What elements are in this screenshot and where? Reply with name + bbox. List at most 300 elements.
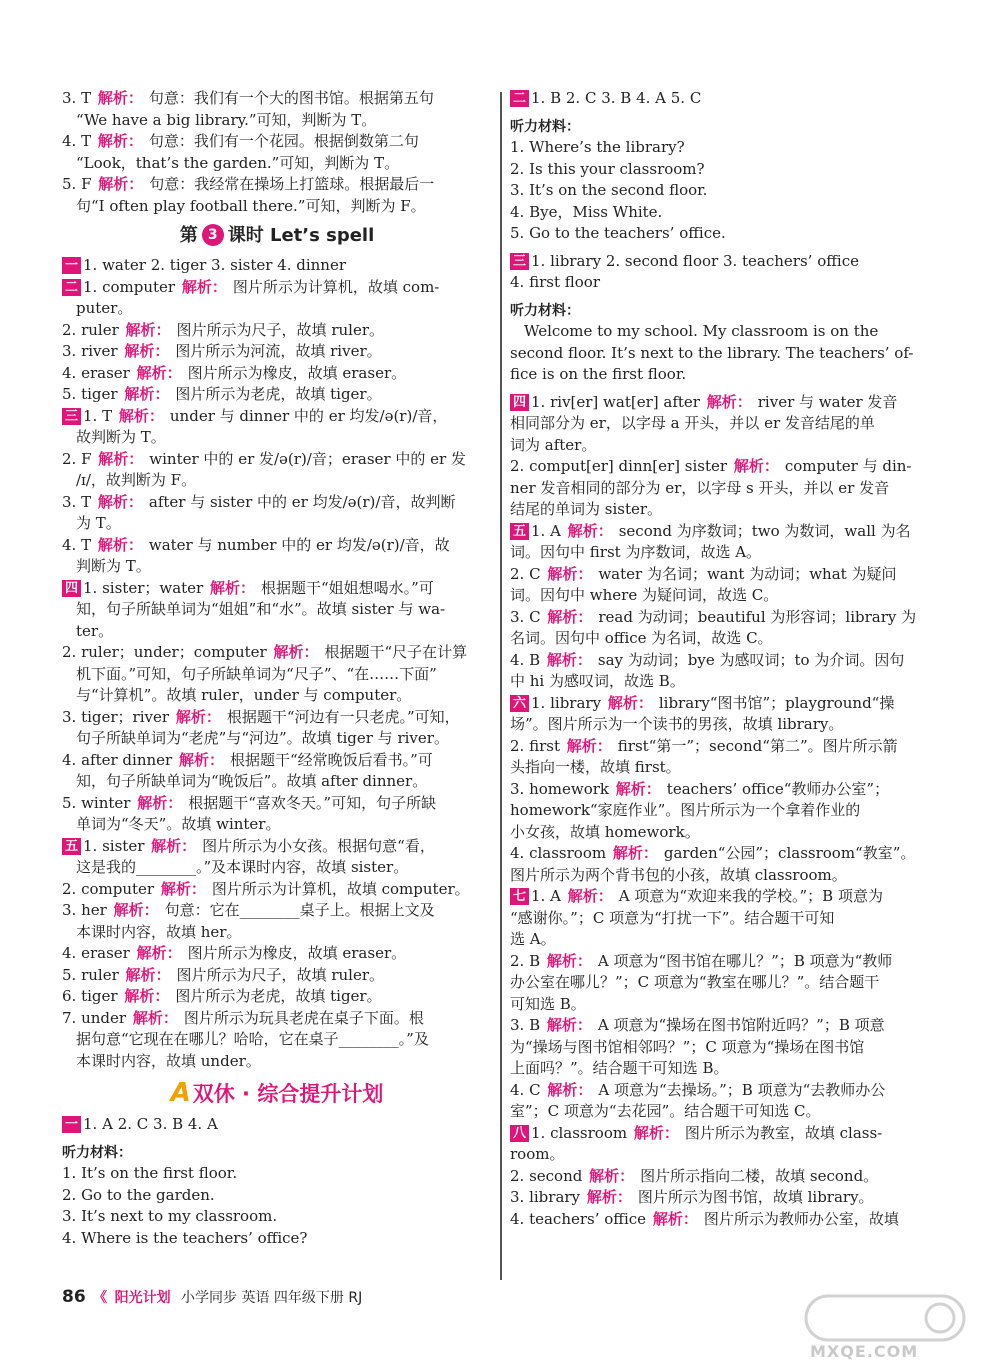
answer-text: 4. T [62, 535, 96, 554]
answer-line [62, 470, 492, 492]
section-number-badge: 二 [510, 90, 529, 107]
analysis-text: first“第一”；second“第二”。图片所示箭 [617, 736, 898, 755]
answer-line [510, 478, 935, 500]
analysis-label: 解析： [566, 736, 612, 755]
answer-text: 听力材料： [510, 118, 580, 135]
answer-text: 1. A [531, 887, 566, 905]
answer-text: 可知选 B。 [510, 994, 586, 1013]
answer-line [62, 363, 492, 385]
answer-text: 词为 after。 [510, 435, 597, 454]
analysis-text: 图片所示为图书馆，故填 library。 [637, 1188, 874, 1206]
answer-line [510, 1123, 935, 1145]
answer-text: 4. teachers’ office [510, 1209, 651, 1228]
answer-text: 判断为 T。 [76, 557, 151, 575]
answer-line [510, 1080, 935, 1102]
analysis-text: A 项意为“去操场。”；B 项意为“去教师办公 [598, 1080, 886, 1099]
answer-text: 听力材料： [62, 1144, 132, 1161]
analysis-label: 解析： [125, 965, 171, 984]
analysis-text: 图片所示为教师办公室，故填 [703, 1209, 899, 1228]
answer-line [62, 1008, 492, 1030]
answer-text: 知，句子所缺单词为“晚饭后”。故填 after dinner。 [76, 772, 428, 790]
answer-text: 2. ruler [62, 320, 124, 339]
answer-line [510, 1166, 935, 1188]
analysis-label: 解析： [125, 320, 171, 339]
answer-line [510, 321, 935, 343]
answer-line [510, 392, 935, 414]
answer-line [510, 223, 935, 245]
answer-text: 4. first floor [510, 273, 600, 291]
answer-line [62, 707, 492, 729]
answer-text: 1. B 2. C 3. B 4. A 5. C [531, 89, 702, 107]
answer-line [62, 836, 492, 858]
answer-text: 3. It’s next to my classroom. [62, 1207, 278, 1225]
answer-line [510, 779, 935, 801]
answer-text: 2. comput[er] dinn[er] sister [510, 457, 732, 475]
analysis-text: 图片所示为计算机，故填 com- [232, 277, 440, 296]
answer-line [510, 757, 935, 779]
answer-text: 办公室在哪儿？”；C 项意为“教室在哪儿？”。结合题干 [510, 973, 880, 991]
analysis-label: 解析： [98, 175, 144, 193]
analysis-label: 解析： [160, 879, 206, 898]
answer-line [62, 599, 492, 621]
answer-text: 4. eraser [62, 944, 135, 962]
answer-text: 4. Where is the teachers’ office? [62, 1228, 308, 1247]
answer-text: 为 T。 [76, 514, 121, 532]
analysis-text: read 为动词；beautiful 为形容词；library 为 [598, 607, 917, 626]
answer-text: 4. T [62, 132, 96, 150]
answer-text: 句“I often play football there.”可知，判断为 F。 [76, 196, 426, 215]
analysis-text: water 为名词；want 为动词；what 为疑问 [598, 564, 897, 583]
answer-line [62, 255, 492, 277]
analysis-text: 图片所示为河流，故填 river。 [175, 342, 382, 360]
answer-line [62, 320, 492, 342]
answer-line [510, 1037, 935, 1059]
section-number-badge: 一 [62, 1116, 81, 1133]
answer-line [62, 857, 492, 879]
answer-text: 中 hi 为感叹词，故选 B。 [510, 672, 685, 690]
answer-text: 1. sister；water [83, 578, 208, 597]
analysis-text: 图片所示为橡皮，故填 eraser。 [187, 363, 407, 382]
analysis-label: 解析： [612, 844, 658, 862]
analysis-label: 解析： [151, 836, 197, 855]
answer-text: 3. homework [510, 779, 614, 798]
answer-line [62, 88, 492, 110]
analysis-label: 解析： [98, 449, 144, 468]
answer-text: 小女孩，故填 homework。 [510, 822, 700, 841]
analysis-label: 解析： [97, 535, 143, 554]
answer-text: 6. tiger [62, 987, 123, 1005]
analysis-label: 解析： [546, 1016, 592, 1034]
answer-text: 3. It’s on the second floor. [510, 181, 708, 199]
answer-text: 听力材料： [510, 302, 580, 319]
answer-text: fice is on the first floor. [510, 365, 687, 383]
answer-text: 单词为“冬天”。故填 winter。 [76, 815, 281, 833]
answer-line [62, 1051, 492, 1073]
answer-text: 3. river [62, 342, 123, 360]
answer-line [62, 1206, 492, 1228]
answer-text: 场”。图片所示为一个读书的男孩，故填 library。 [510, 715, 844, 733]
answer-line [510, 272, 935, 294]
answer-text: 1. T [83, 406, 117, 425]
answer-line [510, 542, 935, 564]
answer-line [62, 556, 492, 578]
answer-line [62, 1029, 492, 1051]
answer-line [510, 1058, 935, 1080]
answer-text: 机下面。”可知，句子所缺单词为“尺子”、“在……下面” [76, 664, 437, 683]
analysis-label: 解析： [97, 132, 143, 150]
answer-text: 3. T [62, 492, 96, 511]
answer-text: 2. Is this your classroom? [510, 159, 705, 178]
answer-text: 3. tiger；river [62, 707, 174, 726]
answer-text: 5. Go to the teachers’ office. [510, 224, 726, 242]
answer-text: /ɪ/，故判断为 F。 [76, 471, 197, 489]
analysis-label: 解析： [136, 944, 182, 962]
lesson-prefix: 第 [179, 225, 198, 246]
answer-text: 与“计算机”。故填 ruler，under 与 computer。 [76, 686, 412, 704]
analysis-label: 解析： [175, 707, 221, 726]
answer-line [62, 406, 492, 428]
answer-line [62, 685, 492, 707]
answer-text: 据句意“它现在在哪儿？哈哈，它在桌子________。”及 [76, 1030, 429, 1048]
analysis-text: 句意：我们有一个大的图书馆。根据第五句 [148, 89, 434, 107]
answer-text: 3. C [510, 607, 546, 626]
answer-line [62, 153, 492, 175]
analysis-text: 根据题干“喜欢冬天。”可知，句子所缺 [188, 793, 437, 812]
answer-line [62, 427, 492, 449]
answer-line [62, 750, 492, 772]
analysis-label: 解析： [706, 392, 752, 411]
answer-text: 4. after dinner [62, 750, 177, 769]
answer-line [510, 364, 935, 386]
answer-line [62, 384, 492, 406]
answer-text: 2. computer [62, 879, 159, 898]
section-number-badge: 四 [62, 580, 81, 597]
analysis-text: A 项意为“欢迎来我的学校。”；B 项意为 [618, 887, 883, 905]
answer-line [62, 1185, 492, 1207]
analysis-label: 解析： [547, 1080, 593, 1099]
answer-text: 4. eraser [62, 363, 135, 382]
answer-line [510, 1209, 935, 1231]
answer-text: 1. Where’s the library? [510, 138, 685, 156]
analysis-label: 解析： [136, 363, 182, 382]
answer-line [62, 621, 492, 643]
answer-line [62, 879, 492, 901]
answer-text: 5. ruler [62, 965, 124, 984]
answer-line [62, 341, 492, 363]
answer-text: 5. winter [62, 793, 136, 812]
analysis-label: 解析： [97, 89, 143, 107]
answer-line [510, 180, 935, 202]
answer-text: 2. B [510, 951, 545, 970]
answer-text: second floor. It’s next to the library. The teachers’ of- [510, 343, 914, 362]
answer-text: 1. It’s on the first floor. [62, 1164, 238, 1182]
answer-line [510, 650, 935, 672]
book-title: 小学同步 英语 四年级下册 RJ [181, 1290, 363, 1306]
banner-title: 双休 · 综合提升计划 [192, 1082, 384, 1106]
answer-line [510, 1015, 935, 1037]
answer-text: 室”；C 项意为“去花园”。结合题干可知选 C。 [510, 1102, 821, 1120]
analysis-label: 解析： [132, 1008, 178, 1027]
answer-text: 1. computer [83, 277, 180, 296]
analysis-text: garden“公园”；classroom“教室”。 [663, 844, 916, 862]
answer-text: “We have a big library.”可知，判断为 T。 [76, 110, 377, 129]
answer-line [62, 513, 492, 535]
answer-text: 这是我的________。”及本课时内容，故填 sister。 [76, 858, 409, 876]
answer-line [510, 521, 935, 543]
analysis-label: 解析： [652, 1209, 698, 1228]
answer-line [62, 943, 492, 965]
section-number-badge: 一 [62, 257, 81, 274]
answer-line [510, 800, 935, 822]
analysis-text: water 与 number 中的 er 均发/ə(r)/音，故 [148, 535, 450, 554]
answer-line [510, 951, 935, 973]
analysis-label: 解析： [273, 643, 319, 661]
answer-text: 2. ruler；under；computer [62, 643, 272, 661]
answer-text: 2. second [510, 1166, 588, 1185]
lesson-title: 课时 Let’s spell [227, 225, 375, 246]
analysis-label: 解析： [124, 342, 170, 360]
lesson-number-badge: 3 [202, 224, 224, 246]
answer-line [62, 492, 492, 514]
analysis-label: 解析： [124, 987, 170, 1005]
answer-text: 结尾的单词为 sister。 [510, 500, 663, 518]
answer-text: ner 发音相同的部分为 er，以字母 s 开头，并以 er 发音 [510, 478, 890, 497]
listening-heading [62, 1142, 492, 1164]
answer-line [510, 137, 935, 159]
answer-line [510, 972, 935, 994]
analysis-label: 解析： [607, 693, 653, 712]
answer-text: ter。 [76, 621, 114, 640]
answer-line [510, 886, 935, 908]
answer-line [62, 664, 492, 686]
analysis-label: 解析： [633, 1123, 679, 1142]
answer-text: 1. A 2. C 3. B 4. A [83, 1115, 218, 1133]
answer-line [510, 159, 935, 181]
analysis-label: 解析： [181, 277, 227, 296]
analysis-text: 图片所示为橡皮，故填 eraser。 [187, 944, 407, 962]
analysis-text: winter 中的 er 发/ə(r)/音；eraser 中的 er 发 [149, 449, 466, 468]
answer-line [62, 771, 492, 793]
answer-line [62, 110, 492, 132]
answer-text: 2. Go to the garden. [62, 1185, 215, 1204]
answer-line [510, 929, 935, 951]
section-number-badge: 五 [62, 838, 81, 855]
analysis-label: 解析： [567, 521, 613, 540]
page-number: 86 [62, 1287, 86, 1307]
answer-line [510, 865, 935, 887]
answer-line [62, 298, 492, 320]
analysis-label: 解析： [546, 951, 592, 970]
analysis-text: 图片所示为计算机，故填 computer。 [211, 879, 470, 898]
analysis-label: 解析： [615, 779, 661, 798]
section-number-badge: 五 [510, 523, 529, 540]
answer-text: 知，句子所缺单词为“姐姐”和“水”。故填 sister 与 wa- [76, 600, 446, 618]
answer-line [62, 922, 492, 944]
answer-line [510, 585, 935, 607]
analysis-text: second 为序数词；two 为数词，wall 为名 [618, 521, 911, 540]
answer-text: 7. under [62, 1008, 131, 1027]
answer-text: 本课时内容，故填 under。 [76, 1051, 261, 1070]
answer-line [62, 196, 492, 218]
analysis-text: 句意：它在________桌子上。根据上文及 [164, 901, 435, 919]
answer-line [62, 965, 492, 987]
answer-text: 1. library 2. second floor 3. teachers’ office [531, 251, 859, 270]
letter-a-logo-icon: A [170, 1078, 191, 1108]
answer-text: 1. water 2. tiger 3. sister 4. dinner [83, 256, 347, 274]
answer-text: 图片所示为两个背书包的小孩，故填 classroom。 [510, 865, 847, 884]
answer-text: 3. her [62, 901, 112, 919]
analysis-label: 解析： [547, 607, 593, 626]
analysis-text: 根据题干“经常晚饭后看书。”可 [229, 750, 433, 769]
answer-line [62, 728, 492, 750]
answer-text: 名词。因句中 office 为名词，故选 C。 [510, 629, 773, 647]
column-divider [500, 92, 502, 1280]
answer-line [510, 1187, 935, 1209]
answer-text: 4. classroom [510, 844, 611, 862]
answer-line [62, 449, 492, 471]
answer-text: 1. library [531, 693, 606, 712]
analysis-label: 解析： [178, 750, 224, 769]
section-number-badge: 八 [510, 1125, 529, 1142]
answer-line [510, 693, 935, 715]
answer-line [510, 843, 935, 865]
answer-text: puter。 [76, 299, 133, 317]
answer-line [510, 671, 935, 693]
answer-text: 4. C [510, 1080, 546, 1099]
answer-line [510, 435, 935, 457]
answer-line [510, 499, 935, 521]
answer-text: 故判断为 T。 [76, 428, 166, 446]
analysis-text: library“图书馆”；playground“操 [658, 693, 895, 712]
analysis-label: 解析： [586, 1188, 632, 1206]
answer-text: room。 [510, 1145, 565, 1163]
answer-line [62, 1114, 492, 1136]
answer-text: homework“家庭作业”。图片所示为一个拿着作业的 [510, 801, 861, 819]
analysis-label: 解析： [546, 650, 592, 669]
analysis-text: 图片所示为老虎，故填 tiger。 [175, 385, 382, 403]
analysis-text: 图片所示为教室，故填 class- [684, 1123, 883, 1142]
section-banner [62, 1072, 492, 1114]
answer-text: 1. A [531, 521, 566, 540]
analysis-text: A 项意为“操场在图书馆附近吗？”；B 项意 [597, 1016, 885, 1034]
answer-line [510, 714, 935, 736]
analysis-label: 解析： [589, 1166, 635, 1185]
analysis-text: 图片所示为尺子，故填 ruler。 [176, 965, 384, 984]
section-number-badge: 三 [510, 253, 529, 270]
analysis-text: say 为动词；bye 为感叹词；to 为介词。因句 [597, 650, 905, 669]
analysis-label: 解析： [137, 793, 183, 812]
answer-text: 1. sister [83, 836, 150, 855]
answer-line [62, 986, 492, 1008]
analysis-label: 解析： [113, 901, 159, 919]
analysis-text: after 与 sister 中的 er 均发/ə(r)/音，故判断 [148, 492, 456, 511]
answer-line [510, 628, 935, 650]
analysis-text: 句意：我们有一个花园。根据倒数第二句 [148, 132, 419, 150]
analysis-text: teachers’ office“教师办公室”； [666, 779, 890, 798]
analysis-label: 解析： [118, 406, 164, 425]
listening-heading [510, 116, 935, 138]
answer-line [510, 607, 935, 629]
analysis-text: 根据题干“姐姐想喝水。”可 [261, 578, 434, 597]
answer-text: 5. F [62, 175, 97, 193]
answer-line [510, 251, 935, 273]
analysis-text: 根据题干“尺子在计算 [324, 643, 468, 661]
analysis-text: 图片所示为玩具老虎在桌子下面。根 [183, 1008, 424, 1027]
answer-text: 选 A。 [510, 930, 556, 948]
answer-text: 3. B [510, 1016, 545, 1034]
analysis-text: 句意：我经常在操场上打篮球。根据最后一 [149, 175, 435, 193]
answer-line [510, 1101, 935, 1123]
answer-text: “感谢你。”；C 项意为“打扰一下”。结合题干可知 [510, 908, 835, 927]
section-number-badge: 七 [510, 888, 529, 905]
analysis-label: 解析： [733, 457, 779, 475]
answer-line [510, 736, 935, 758]
answer-text: Welcome to my school. My classroom is on the [524, 322, 879, 340]
analysis-text: 图片所示为小女孩。根据句意“看， [202, 836, 435, 855]
analysis-label: 解析： [567, 887, 613, 905]
brand-name: 阳光计划 [114, 1290, 171, 1306]
answer-line [62, 277, 492, 299]
answer-line [510, 343, 935, 365]
answer-line [62, 174, 492, 196]
answer-text: 上面吗？”。结合题干可知选 B。 [510, 1059, 729, 1077]
answer-line [510, 564, 935, 586]
answer-line [510, 908, 935, 930]
answer-line [62, 900, 492, 922]
answer-text: 2. C [510, 564, 546, 583]
answer-line [62, 131, 492, 153]
analysis-text: computer 与 din- [784, 457, 912, 475]
answer-text: 3. library [510, 1188, 585, 1206]
analysis-text: A 项意为“图书馆在哪儿？”；B 项意为“教师 [597, 951, 893, 970]
answer-line [62, 1228, 492, 1250]
analysis-text: 图片所示指向二楼，故填 second。 [640, 1166, 879, 1185]
answer-line [62, 535, 492, 557]
answer-line [62, 642, 492, 664]
answer-line [62, 793, 492, 815]
analysis-label: 解析： [124, 385, 170, 403]
analysis-text: under 与 dinner 中的 er 均发/ə(r)/音， [169, 406, 448, 425]
answer-text: 词。因句中 first 为序数词，故选 A。 [510, 543, 762, 561]
answer-line [62, 578, 492, 600]
answer-text: 本课时内容，故填 her。 [76, 922, 242, 941]
answer-line [510, 456, 935, 478]
answer-text: 1. riv[er] wat[er] after [531, 392, 705, 411]
answer-line [62, 814, 492, 836]
answer-line [62, 1163, 492, 1185]
answer-text: 1. classroom [531, 1123, 632, 1142]
listening-heading [510, 300, 935, 322]
analysis-label: 解析： [547, 564, 593, 583]
answer-text: 相同部分为 er，以字母 a 开头，并以 er 发音结尾的单 [510, 414, 875, 432]
section-number-badge: 六 [510, 695, 529, 712]
double-arrow-icon: 《 [93, 1290, 108, 1306]
answer-text: 3. T [62, 89, 96, 107]
section-number-badge: 三 [62, 408, 81, 425]
answer-text: “Look，that’s the garden.”可知，判断为 T。 [76, 153, 400, 172]
analysis-text: river 与 water 发音 [757, 392, 898, 411]
page-footer [62, 1287, 362, 1307]
answer-text: 5. tiger [62, 385, 123, 403]
section-number-badge: 四 [510, 394, 529, 411]
answer-line [510, 202, 935, 224]
analysis-text: 图片所示为老虎，故填 tiger。 [175, 987, 382, 1005]
answer-text: 为“操场与图书馆相邻吗？”；C 项意为“操场在图书馆 [510, 1037, 865, 1056]
answer-line [510, 1144, 935, 1166]
watermark-text: MXQE.COM [810, 1342, 919, 1361]
analysis-text: 图片所示为尺子，故填 ruler。 [176, 320, 384, 339]
answer-text: 句子所缺单词为“老虎”与“河边”。故填 tiger 与 river。 [76, 729, 449, 747]
